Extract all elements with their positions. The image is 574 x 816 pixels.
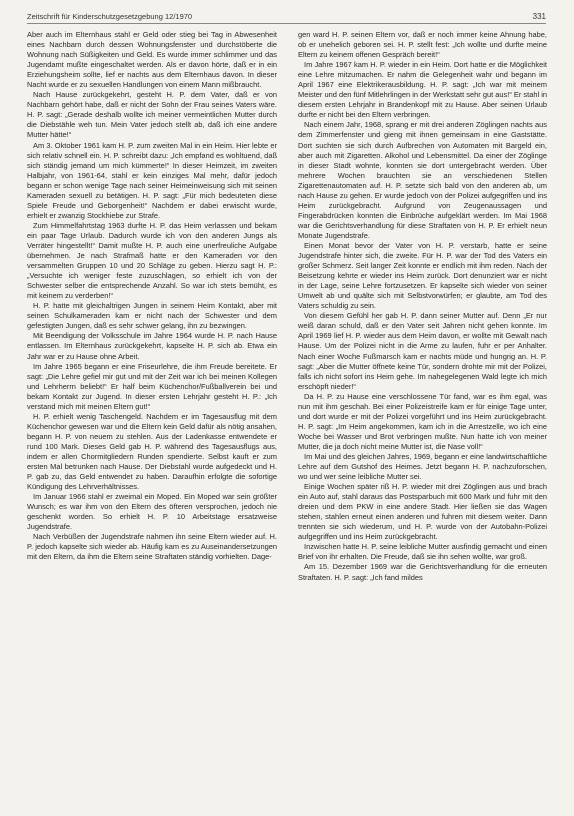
paragraph: Inzwischen hatte H. P. seine leibliche Mutter ausfindig gemacht und einen Brief von ihr erhalten. Die Freude, daß sie ihn sehen wollte, war groß. — [298, 542, 547, 562]
paragraph: Von diesem Gefühl her gab H. P. dann seiner Mutter auf. Denn „Er nur weiß daran schuld, daß er den Vater seit Jahren nicht gehen konnte. Im April 1969 lief H. P. wieder aus dem Heim davon, er wollte mit Gewalt nach Hause. Um der Polizei nicht in die Arme zu laufen, fuhr er per Anhalter. Nach einer Woche Fußmarsch kam er nachts müde und hungrig an. H. P. sagt: „Aber die Mutter öffnete keine Tür, sondern drohte mir mit der Polizei, falls ich nicht sofort ins Heim gehe. Im nahegelegenen Wald legte ich mich erschöpft nieder!“ — [298, 311, 547, 391]
header-rule — [27, 23, 546, 24]
paragraph: H. P. hatte mit gleichaltrigen Jungen in seinem Heim Kontakt, aber mit seinen Schulkameraden kam er nicht nach der Schwester und dem gefestigten Jungen, daß es sehr schwer gelang, ihn zu bezwingen. — [27, 301, 277, 331]
text-column-left — [27, 30, 277, 810]
text-column-right — [298, 30, 547, 810]
paragraph: Einen Monat bevor der Vater von H. P. verstarb, hatte er seine Jugendstrafe hinter sich, die zweite. Für H. P. war der Tod des Vaters ein großer Schmerz. Seit langer Zeit konnte er endlich mit ihm reden. Nach der Beisetzung kehrte er wieder ins Heim zurück. Dort denunziert war er nicht in der Lage, seine Lehre fortzusetzen. Er kapselte sich wieder von seiner Umwelt ab und quälte sich mit Selbstvorwürfen; er glaubte, am Tod des Vaters schuldig zu sein. — [298, 240, 547, 311]
paragraph: gen ward H. P. seinen Eltern vor, daß er noch immer keine Ahnung habe, ob er unehelich geboren sei. H. P. stellt fest: „Ich wollte und durfte meine Eltern zu keinem offenen Gespräch bereit!“ — [298, 30, 547, 60]
paragraph: Nach Hause zurückgekehrt, gesteht H. P. dem Vater, daß er von Nachbarn gehört habe, daß er nicht der Sohn der Frau seines Vaters wäre. H. P. sagt: „Gerade deshalb wollte ich meiner vermeintlichen Mutter durch die Diebstähle weh tun. Mein Vater jedoch stellt ab, daß ich eine andere Mutter hätte!“ — [27, 90, 277, 140]
paragraph: Zum Himmelfahrtstag 1963 durfte H. P. das Heim verlassen und bekam ein paar Tage Urlaub. Dadurch wurde ich von den anderen Jungs als Verräter hingestellt!“ Damit mußte H. P. auch eine unerfreuliche Aufgabe übernehmen. Je nach Strafmaß hatte er den Kameraden vor den versammelten Gruppen 10 und 20 Schläge zu geben. Hierzu sagt H. P.: „Versuchte ich weniger feste zuzuschlagen, so erhielt ich von der Schwester selber die entsprechende Anzahl. So war ich stets bemüht, es mit keinem zu verderben!“ — [27, 220, 277, 301]
paragraph: H. P. erhielt wenig Taschengeld. Nachdem er im Tagesausflug mit dem Küchenchor gewesen war und die Eltern kein Geld dafür als nötig ansahen, begann H. P. von neuem zu stehlen. Aus der Ladenkasse entwendete er rund 100 Mark. Dieses Geld gab H. P. während des Tagesausflugs aus, indem er allen Chormitgliedern Runden spendierte. Selbst kauft er zum ersten Mal betrunken nach Hause. Der Diebstahl wurde aufgedeckt und H. P. gab zu, das Geld entwendet zu haben. Daraufhin erfolgte die sofortige Kündigung des Lehrverhältnisses. — [27, 411, 277, 492]
journal-title: Zeitschrift für Kinderschutzgesetzgebung 12/1970 — [27, 12, 193, 21]
paragraph: Im Mai und des gleichen Jahres, 1969, begann er eine landwirtschaftliche Lehre auf dem Gutshof des Heimes. Jetzt begann H. P. nachzuforschen, wo und wer seine leibliche Mutter sei. — [298, 451, 547, 482]
paragraph: Nach Verbüßen der Jugendstrafe nahmen ihn seine Eltern wieder auf. H. P. jedoch kapselte sich wieder ab. Häufig kam es zu Auseinandersetzungen mit den Eltern, da ihm die Eltern seine Straftaten ständig vorhielten. Dage- — [27, 532, 277, 562]
page-number: 331 — [532, 12, 546, 21]
paragraph: Einige Wochen später riß H. P. wieder mit drei Zöglingen aus und brach ein Auto auf, stahl daraus das Postsparbuch mit 600 Mark und fuhr mit den dreien und dem PKW in eine andere Stadt. Hier ließen sie das Wagen stehen, stahlen erneut einen anderen und fuhren mit diesem weiter. Dann trennten sie sich wiederum, und H. P. wurde von der Autobahn-Polizei aufgegriffen und ins Heim zurückgebracht. — [298, 482, 547, 542]
paragraph: Nach einem Jahr, 1968, sprang er mit drei anderen Zöglingen nachts aus dem Zimmerfenster und gieng mit ihnen gemeinsam in eine Gaststätte. Dort suchten sie sich durch Aufbrechen von Automaten mit Bargeld ein, aber auch mit Zigaretten. Alkohol und Lebensmittel. Da einer der Zöglinge in dieser Stadt wohnte, konnten sie dort untergebracht werden. Über mehrere Wochen brauchten sie an verschiedenen Stellen Zigarettenautomaten auf. H. P. setzte sich bald von den anderen ab, um nach Hause zu gehen. Er wurde jedoch von der Polizei aufgegriffen und ins Heim zurückgebracht. Aufgrund von Zeugenaussagen und Fingerabdrücken konnten die Einbrüche aufgeklärt werden. Im Mai 1968 war die Gerichtsverhandlung für diese Straftaten von H. P. Er erhielt neun Monate Jugendstrafe. — [298, 120, 547, 240]
paragraph: Im Januar 1966 stahl er zweimal ein Moped. Ein Moped war sein größter Wunsch; es war ihm von den Eltern des öfteren versprochen, jedoch nie geschenkt worden. So erhielt H. P. 10 Arbeitstage ersatzweise Jugendstrafe. — [27, 492, 277, 532]
paragraph: Da H. P. zu Hause eine verschlossene Tür fand, war es ihm egal, was nun mit ihm geschah. Bei einer Polizeistreife kam er für einige Tage unter, und dort wurde er mit der Polizei vorgeführt und ins Heim zurückgebracht. H. P. sagt: „Im Heim angekommen, kam ich in die Arrestzelle, wo ich eine Woche bei Wasser und Brot verbringen mußte. Nun hatte ich von meiner Mutter, die ja doch nicht meine Mutter ist, die Nase voll!“ — [298, 391, 547, 451]
paragraph: Mit Beendigung der Volksschule im Jahre 1964 wurde H. P. nach Hause entlassen. Im Elternhaus zurückgekehrt, kapselte H. P. sich ab. Etwa ein Jahr war er zu Hause ohne Arbeit. — [27, 331, 277, 361]
paragraph: Im Jahre 1967 kam H. P. wieder in ein Heim. Dort hatte er die Möglichkeit eine Lehre mitzumachen. Er nahm die Gelegenheit wahr und begann im April 1967 eine Elektrikerausbildung. H. P. sagt: „Ich war mit meinem Meister und den fünf Mitlehrlingen in der Werkstatt sehr gut aus!“ Er stahl in diesem ersten Lehrjahr in Brandenkopf mit zu Hause. Aber seinen Urlaub durfte er nicht bei den Eltern verbringen. — [298, 60, 547, 120]
paragraph: Am 3. Oktober 1961 kam H. P. zum zweiten Mal in ein Heim. Hier lebte er sich relativ schnell ein. H. P. schreibt dazu: „Ich empfand es wohltuend, daß sich ständig jemand um mich kümmerte!“ In dieser Heimzeit, im zweiten Halbjahr, von 1961-64, stahl er kein einziges Mal mehr, dafür jedoch begann er schon wenige Tage nach seiner Heimeinweisung sich mit seinen Kameraden sexuell zu betätigen. H. P. sagt: „Für mich bedeuteten diese Spiele Freude und Geborgenheit!“ Nachdem er dabei erwischt wurde, erhielt er zwanzig Stockhiebe zur Strafe. — [27, 140, 277, 220]
paragraph: Im Jahre 1965 begann er eine Friseurlehre, die ihm Freude bereitete. Er sagt: „Die Lehre gefiel mir gut und mit der Zeit war ich bei meinen Kollegen und Lehrherrn beliebt!“ Er half beim Küchenchor/Fußballverein bei und bekam Kontakt zur Jugend. In dieser ersten Lehrjahr gesteht H. P.: „Ich verstand mich mit meinen Eltern gut!“ — [27, 361, 277, 411]
paragraph: Aber auch im Elternhaus stahl er Geld oder stieg bei Tag in Abwesenheit eines Nachbarn durch dessen Wohnungsfenster und durchstöberte die Wohnung nach Süßigkeiten und Geld. Es wurde immer schlimmer und das Jugendamt mußte eingeschaltet werden. Als er davon hörte, daß er in ein Erziehungsheim sollte, lief er nachts aus dem Elternhaus davon. In dieser Nacht wurde er zu sexuellen Handlungen von einem Mann mißbraucht. — [27, 30, 277, 90]
paragraph: Am 15. Dezember 1969 war die Gerichtsverhandlung für die erneuten Straftaten. H. P. sagt: „Ich fand mildes — [298, 562, 547, 582]
